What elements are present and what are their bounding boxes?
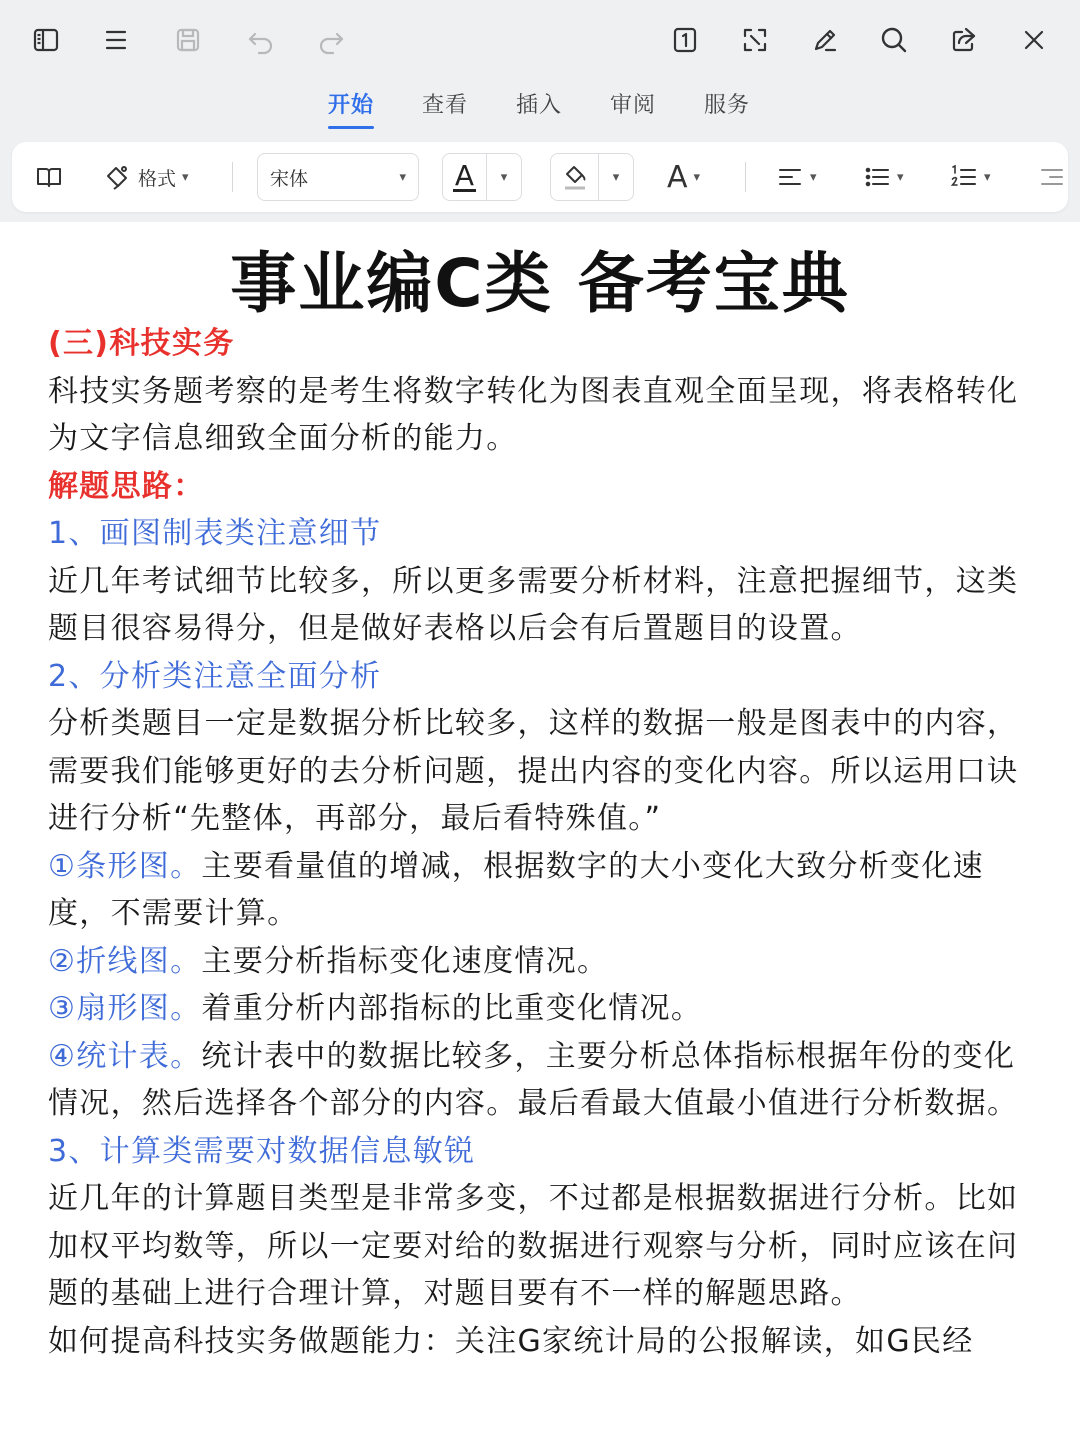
chevron-down-icon: ▾ (810, 169, 817, 185)
intro-paragraph: 科技实务题考察的是考生将数字转化为图表直观全面呈现，将表格转化为文字信息细致全面分析的能力。 (48, 373, 1019, 456)
pie-chart-item (48, 985, 1038, 1033)
bullet-list-button[interactable] (863, 142, 904, 212)
font-family-select[interactable] (257, 153, 419, 201)
bar-chart-text: 主要看量值的增减，根据数字的大小变化大致分析变化速度，不需要计算。 (48, 848, 984, 931)
save-icon[interactable] (168, 20, 208, 60)
top-bar (0, 0, 1080, 80)
font-family-value: 宋体 (270, 167, 309, 190)
point1-paragraph: 近几年考试细节比较多，所以更多需要分析材料，注意把握细节，这类题目很容易得分，但是做好表格以后会有后置题目的设置。 (48, 563, 1019, 646)
tab-services[interactable]: 服务 (704, 93, 751, 118)
bar-chart-label: ①条形图。 (48, 848, 202, 884)
stat-table-label: ④统计表。 (48, 1038, 202, 1074)
tab-insert[interactable]: 插入 (516, 93, 563, 118)
point2-paragraph: 分析类题目一定是数据分析比较多，这样的数据一般是图表中的内容，需要我们能够更好的去分析问题，提出内容的变化内容。所以运用口诀进行分析“先整体，再部分，最后看特殊值。” (48, 706, 1019, 836)
document-body[interactable] (48, 320, 1038, 1365)
point3-heading: 3、计算类需要对数据信息敏锐 (48, 1133, 476, 1169)
format-label: 格式 (138, 167, 177, 190)
approach-heading: 解题思路： (48, 468, 205, 504)
tab-review[interactable]: 审阅 (610, 93, 657, 118)
redo-icon[interactable] (311, 20, 351, 60)
bullet-list-icon (863, 163, 891, 191)
indent-button[interactable] (1038, 142, 1068, 212)
chevron-down-icon: ▾ (182, 169, 189, 185)
closing-paragraph: 如何提高科技实务做题能力：关注G家统计局的公报解读，如G民经 (48, 1323, 974, 1359)
align-button[interactable] (776, 142, 817, 212)
pie-chart-label: ③扇形图。 (48, 991, 202, 1026)
format-painter-icon (102, 162, 132, 192)
share-icon[interactable] (944, 20, 984, 60)
chevron-down-icon: ▾ (500, 169, 508, 185)
numbered-list-button[interactable] (950, 142, 991, 212)
format-painter-button[interactable] (102, 142, 189, 212)
line-chart-item (48, 938, 1038, 986)
font-color-control[interactable] (442, 153, 522, 201)
tab-view[interactable]: 查看 (422, 93, 469, 118)
divider (745, 162, 746, 192)
reading-mode-icon[interactable] (34, 142, 64, 212)
line-chart-text: 主要分析指标变化速度情况。 (201, 943, 609, 979)
chevron-down-icon: ▾ (984, 169, 991, 185)
point3-paragraph: 近几年的计算题目类型是非常多变，不过都是根据数据进行分析。比如加权平均数等，所以一定要对给的数据进行观察与分析，同时应该在问题的基础上进行合理计算，对题目要有不一样的解题思路。 (48, 1181, 1019, 1311)
document-page (0, 222, 1080, 1443)
indent-icon (1038, 163, 1066, 191)
sidebar-toggle-icon[interactable] (26, 20, 66, 60)
document-title: 事业编C类 备考宝典 (230, 245, 850, 322)
highlight-button[interactable] (551, 154, 599, 200)
stat-table-text: 统计表中的数据比较多，主要分析总体指标根据年份的变化情况，然后选择各个部分的内容。最后看最大值最小值进行分析数据。 (48, 1038, 1019, 1121)
pen-annotate-icon[interactable] (805, 20, 845, 60)
ribbon-tabs (0, 82, 1080, 128)
section-heading: (三)科技实务 (48, 326, 235, 361)
pie-chart-text: 着重分析内部指标的比重变化情况。 (201, 991, 703, 1026)
chevron-down-icon: ▾ (612, 169, 620, 185)
font-color-dropdown[interactable] (487, 154, 521, 200)
bar-chart-item (48, 843, 1038, 938)
menu-icon[interactable] (96, 20, 136, 60)
chevron-down-icon: ▾ (897, 169, 904, 185)
numbered-list-icon (950, 163, 978, 191)
paint-bucket-icon (561, 162, 589, 192)
search-icon[interactable] (874, 20, 914, 60)
font-size-button[interactable] (667, 142, 700, 212)
page-count-icon[interactable] (665, 20, 705, 60)
point2-heading: 2、分析类注意全面分析 (48, 658, 382, 694)
fullscreen-icon[interactable] (735, 20, 775, 60)
font-size-glyph: A (667, 159, 688, 195)
point1-heading: 1、画图制表类注意细节 (48, 516, 382, 551)
align-left-icon (776, 163, 804, 191)
close-icon[interactable] (1014, 20, 1054, 60)
highlight-color-control[interactable] (550, 153, 634, 201)
stat-table-item (48, 1033, 1038, 1128)
chevron-down-icon: ▾ (399, 169, 406, 185)
highlight-dropdown[interactable] (599, 154, 633, 200)
font-color-button[interactable] (443, 154, 487, 200)
line-chart-label: ②折线图。 (48, 943, 202, 979)
format-toolbar (12, 142, 1068, 212)
tab-home[interactable]: 开始 (328, 88, 374, 119)
font-color-glyph: A (454, 158, 475, 192)
undo-icon[interactable] (241, 20, 281, 60)
chevron-down-icon: ▾ (693, 169, 701, 185)
divider (232, 162, 233, 192)
app-chrome (0, 0, 1080, 222)
